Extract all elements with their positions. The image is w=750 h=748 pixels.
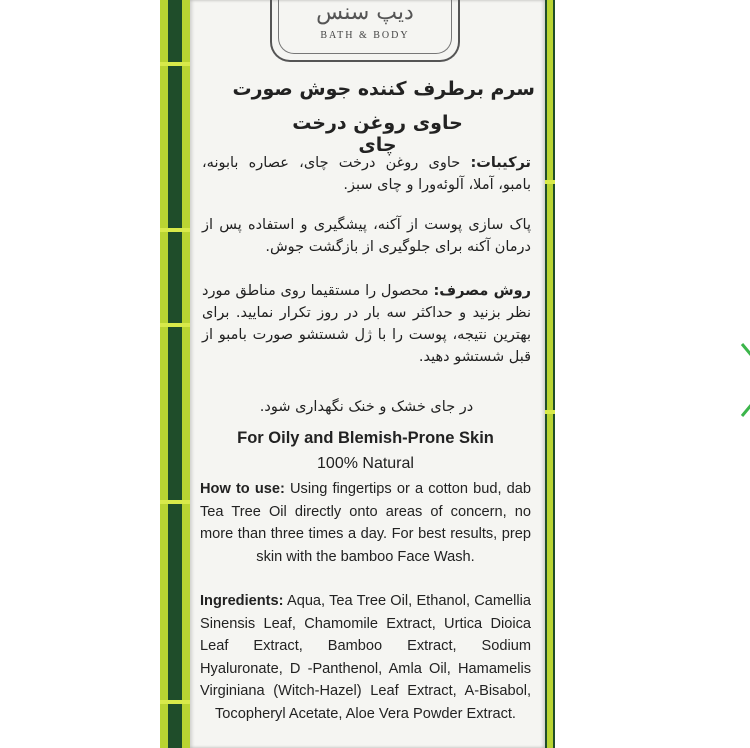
- edge-arrow-icon: [738, 340, 750, 420]
- ingredients-en-text: Aqua, Tea Tree Oil, Ethanol, Camellia Sinensis Leaf, Chamomile Extract, Urtica Dioica Leaf Extract, Bamboo Extract, Sodium Hyaluronate, D -Panthenol, Amla Oil, Hamamelis Virginiana (Witch-Hazel) Leaf Extract, A-Bisabol, Tocopheryl Acetate, Aloe Vera Powder Extract.: [200, 593, 532, 722]
- bamboo-joint: [160, 500, 190, 504]
- bamboo-stalk: [182, 0, 190, 748]
- bamboo-joint: [160, 62, 190, 66]
- howto-en-label: How to use:: [200, 481, 285, 497]
- bamboo-panel-left: [160, 0, 190, 748]
- ingredients-fa-text: حاوی روغن درخت چای، عصاره بابونه، بامبو، آملا، آلوئه‌ورا و چای سبز.: [202, 155, 531, 193]
- brand-name: دیپ سنس: [316, 0, 414, 25]
- brand-logo: [270, 0, 460, 62]
- bamboo-panel-right: [545, 0, 555, 748]
- usage-fa-text: محصول را مستقیما روی مناطق مورد نظر بزنید و حداکثر سه بار در روز تکرار نمایید. برای بهترین نتیجه، پوست را با ژل شستشو صورت بامبو از قبل شستشو دهید.: [202, 283, 531, 365]
- ingredients-fa: [202, 152, 531, 196]
- brand-tagline: BATH & BODY: [320, 30, 410, 41]
- title-fa-line2: حاوی روغن درخت چای: [292, 112, 463, 156]
- ingredients-fa-label: ترکیبات:: [470, 155, 532, 171]
- bamboo-joint: [545, 180, 555, 184]
- product-label: [190, 0, 545, 748]
- ingredients-en-label: Ingredients:: [200, 593, 284, 609]
- title-en: For Oily and Blemish-Prone Skin: [237, 429, 494, 447]
- title-fa-line1: سرم برطرف کننده جوش صورت: [232, 78, 535, 100]
- usage-fa: [202, 280, 531, 368]
- howto-en-text: Using fingertips or a cotton bud, dab Tea Tree Oil directly onto areas of concern, no more than three times a day. For best results, prep skin with the bamboo Face Wash.: [200, 481, 531, 565]
- purpose-fa: پاک سازی پوست از آکنه، پیشگیری و استفاده پس از درمان آکنه برای جلوگیری از بازگشت جوش.: [202, 217, 531, 255]
- usage-fa-label: روش مصرف:: [433, 283, 531, 299]
- bamboo-joint: [160, 323, 190, 327]
- ingredients-en: [200, 590, 531, 726]
- bamboo-joint: [545, 410, 555, 414]
- storage-fa: در جای خشک و خنک نگهداری شود.: [259, 399, 474, 415]
- subtitle-en: 100% Natural: [317, 455, 414, 472]
- bamboo-stalk: [160, 0, 168, 748]
- bamboo-joint: [160, 228, 190, 232]
- bamboo-stalk: [547, 0, 553, 748]
- bamboo-joint: [160, 700, 190, 704]
- howto-en: [200, 478, 531, 568]
